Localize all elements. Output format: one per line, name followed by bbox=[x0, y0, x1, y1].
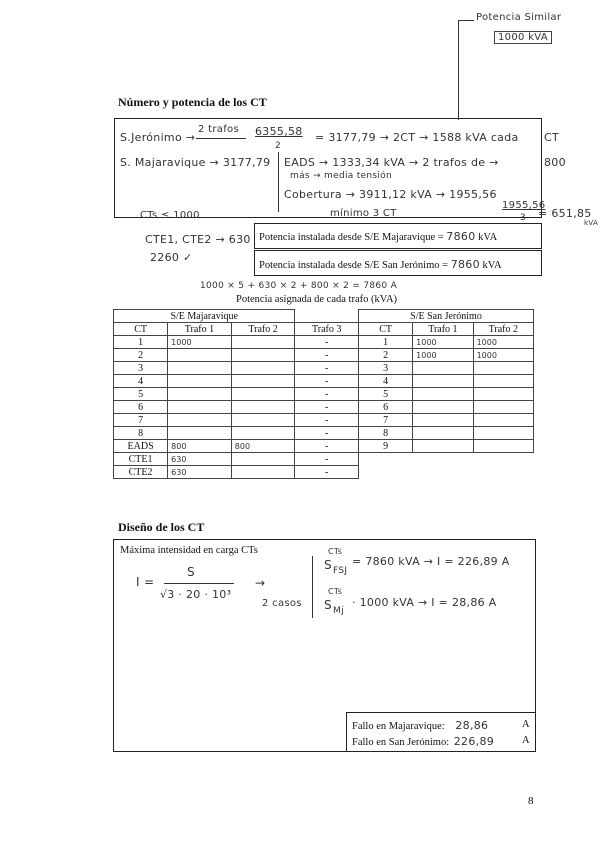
cell-trafo1 bbox=[413, 440, 473, 453]
fallo-sj-unit: A bbox=[522, 735, 530, 746]
formula-num: S bbox=[187, 565, 195, 579]
cell-trafo2 bbox=[231, 362, 295, 375]
cell-trafo2 bbox=[473, 427, 533, 440]
installed-sanjeronimo-label: Potencia instalada desde S/E San Jerónimo = bbox=[259, 260, 449, 271]
formula-casos: 2 casos bbox=[262, 598, 302, 609]
line5-minimo: mínimo 3 CT bbox=[330, 208, 397, 219]
sum-formula: 1000 × 5 + 630 × 2 + 800 × 2 = 7860 A bbox=[200, 281, 398, 291]
installed-majaravique-label: Potencia instalada desde S/E Majaravique = bbox=[259, 232, 444, 243]
table-row bbox=[114, 440, 359, 453]
cell-trafo1 bbox=[168, 362, 232, 375]
fallo-sj-label: Fallo en San Jerónimo: bbox=[352, 737, 450, 748]
line2-majaravique: S. Majaravique → 3177,79 bbox=[120, 156, 271, 169]
line1-den: 2 bbox=[275, 141, 282, 151]
installed-sanjeronimo-value: 7860 bbox=[450, 258, 480, 271]
table-row bbox=[359, 414, 534, 427]
cell-ct: EADS bbox=[114, 440, 168, 453]
cell-trafo2 bbox=[473, 414, 533, 427]
cte-value: 2260 ✓ bbox=[150, 251, 193, 264]
cell-trafo3: - bbox=[295, 375, 359, 388]
cell-trafo1 bbox=[168, 388, 232, 401]
header-majaravique: S/E Majaravique bbox=[114, 310, 295, 323]
table-row bbox=[114, 388, 359, 401]
table-row bbox=[359, 375, 534, 388]
table-row bbox=[359, 440, 534, 453]
case2-S: S bbox=[324, 598, 332, 612]
table-row bbox=[114, 466, 359, 479]
fallo-sj-value: 226,89 bbox=[453, 735, 495, 748]
cell-trafo2 bbox=[473, 375, 533, 388]
cell-trafo2 bbox=[231, 375, 295, 388]
cell-ct: 4 bbox=[114, 375, 168, 388]
col-header: Trafo 2 bbox=[231, 323, 295, 336]
cell-trafo1 bbox=[413, 414, 473, 427]
line5-result: = 651,85 bbox=[538, 207, 592, 220]
note-label: Potencia Similar bbox=[476, 12, 562, 23]
col-header: CT bbox=[359, 323, 413, 336]
table-row bbox=[359, 349, 534, 362]
cell-trafo3: - bbox=[295, 414, 359, 427]
note-arrow-horizontal bbox=[458, 20, 474, 21]
cell-trafo3: - bbox=[295, 466, 359, 479]
line1-trafos: 2 trafos bbox=[198, 124, 239, 135]
cell-trafo1: 800 bbox=[168, 440, 232, 453]
fallo-maj-label: Fallo en Majaravique: bbox=[352, 721, 445, 732]
line2-eads: EADS → 1333,34 kVA → 2 trafos de → bbox=[284, 156, 499, 169]
table-row bbox=[114, 336, 359, 349]
bracket-vertical bbox=[278, 152, 279, 212]
cell-trafo1 bbox=[168, 414, 232, 427]
cell-trafo1 bbox=[413, 388, 473, 401]
section-title-numero-potencia: Número y potencia de los CT bbox=[118, 95, 267, 109]
cell-trafo2 bbox=[231, 466, 295, 479]
line5-unit: kVA bbox=[584, 219, 599, 227]
case1-sub: FSJ bbox=[333, 566, 348, 576]
cell-ct: CTE1 bbox=[114, 453, 168, 466]
cell-ct: 9 bbox=[359, 440, 413, 453]
table-row bbox=[114, 414, 359, 427]
cell-trafo1 bbox=[168, 401, 232, 414]
line1-num: 6355,58 bbox=[255, 125, 303, 138]
section-title-diseno: Diseño de los CT bbox=[118, 520, 205, 534]
case1-rest: = 7860 kVA → I = 226,89 A bbox=[352, 555, 510, 568]
table-row bbox=[114, 453, 359, 466]
note-value: 1000 kVA bbox=[494, 31, 552, 44]
table-row bbox=[359, 388, 534, 401]
case1-S: S bbox=[324, 558, 332, 572]
cell-ct: 5 bbox=[114, 388, 168, 401]
col-header: Trafo 2 bbox=[473, 323, 533, 336]
cell-trafo2 bbox=[231, 427, 295, 440]
page-number: 8 bbox=[528, 795, 534, 807]
cases-bracket bbox=[312, 556, 313, 618]
col-header: Trafo 3 bbox=[295, 323, 359, 336]
line4-cobertura: Cobertura → 3911,12 kVA → 1955,56 bbox=[284, 188, 497, 201]
case2-sub: Mj bbox=[333, 606, 344, 616]
table-majaravique bbox=[113, 309, 359, 479]
cell-trafo1: 1000 bbox=[413, 349, 473, 362]
cell-trafo1 bbox=[413, 375, 473, 388]
line2-800: 800 bbox=[544, 156, 566, 169]
col-header: Trafo 1 bbox=[168, 323, 232, 336]
note-arrow-vertical bbox=[458, 20, 459, 120]
cell-trafo1: 630 bbox=[168, 453, 232, 466]
cell-trafo2 bbox=[231, 388, 295, 401]
cell-trafo1 bbox=[168, 375, 232, 388]
cell-trafo1 bbox=[168, 427, 232, 440]
cell-trafo2 bbox=[231, 336, 295, 349]
cell-trafo3: - bbox=[295, 440, 359, 453]
line1-arrow bbox=[196, 138, 246, 139]
fallo-sanjeronimo bbox=[352, 735, 494, 748]
cell-trafo1: 1000 bbox=[168, 336, 232, 349]
design-box-label: Máxima intensidad en carga CTs bbox=[120, 545, 258, 556]
cell-trafo3: - bbox=[295, 336, 359, 349]
table-caption: Potencia asignada de cada trafo (kVA) bbox=[236, 294, 398, 305]
cell-trafo2 bbox=[473, 388, 533, 401]
line5-cts: CTs ≤ 1000 bbox=[140, 210, 200, 221]
cell-trafo3: - bbox=[295, 349, 359, 362]
table-row bbox=[114, 349, 359, 362]
cell-trafo3: - bbox=[295, 362, 359, 375]
line1-sjeronimo: S.Jerónimo → bbox=[120, 131, 196, 144]
case2-sup: CTs bbox=[328, 587, 343, 596]
table-row bbox=[114, 401, 359, 414]
cell-ct: 2 bbox=[359, 349, 413, 362]
cell-trafo3: - bbox=[295, 427, 359, 440]
table-row bbox=[359, 336, 534, 349]
line5-num: 1955,56 bbox=[502, 200, 546, 211]
cell-trafo1 bbox=[413, 427, 473, 440]
cell-trafo2 bbox=[231, 401, 295, 414]
cell-trafo1 bbox=[413, 401, 473, 414]
cell-trafo3: - bbox=[295, 453, 359, 466]
cell-ct: 8 bbox=[359, 427, 413, 440]
case2-rest: · 1000 kVA → I = 28,86 A bbox=[352, 596, 497, 609]
cell-ct: 6 bbox=[359, 401, 413, 414]
line1-result: = 3177,79 → 2CT → 1588 kVA cada bbox=[315, 131, 519, 144]
table-row bbox=[114, 362, 359, 375]
line1-ct: CT bbox=[544, 131, 559, 144]
cell-trafo1: 1000 bbox=[413, 336, 473, 349]
cell-trafo2 bbox=[231, 349, 295, 362]
cte-line: CTE1, CTE2 → 630 bbox=[145, 233, 251, 246]
cell-ct: 2 bbox=[114, 349, 168, 362]
cell-ct: 5 bbox=[359, 388, 413, 401]
cell-ct: 3 bbox=[114, 362, 168, 375]
cell-trafo2 bbox=[473, 401, 533, 414]
cell-trafo1 bbox=[413, 362, 473, 375]
formula-den: √3 · 20 · 10³ bbox=[160, 588, 232, 601]
cell-trafo2: 800 bbox=[231, 440, 295, 453]
cell-trafo2 bbox=[473, 362, 533, 375]
table-sanjeronimo bbox=[358, 309, 534, 453]
line5-den: 3 bbox=[520, 213, 527, 223]
cell-trafo3: - bbox=[295, 388, 359, 401]
table-row bbox=[114, 375, 359, 388]
line3-media-tension: más → media tensión bbox=[290, 171, 392, 181]
installed-majaravique-value: 7860 bbox=[446, 230, 476, 243]
cell-ct: 7 bbox=[359, 414, 413, 427]
fallo-majaravique bbox=[352, 719, 488, 732]
cell-ct: 6 bbox=[114, 401, 168, 414]
installed-sanjeronimo-unit: kVA bbox=[482, 260, 502, 271]
installed-majaravique bbox=[259, 230, 497, 243]
col-header: CT bbox=[114, 323, 168, 336]
cell-trafo2: 1000 bbox=[473, 336, 533, 349]
cell-trafo2 bbox=[231, 414, 295, 427]
installed-sanjeronimo bbox=[259, 258, 502, 271]
cell-trafo3: - bbox=[295, 401, 359, 414]
cell-trafo1 bbox=[168, 349, 232, 362]
cell-trafo2: 1000 bbox=[473, 349, 533, 362]
formula-arrow: → bbox=[255, 576, 266, 590]
formula-I: I = bbox=[136, 575, 155, 589]
header-sanjeronimo: S/E San Jerónimo bbox=[359, 310, 534, 323]
installed-majaravique-unit: kVA bbox=[478, 232, 498, 243]
fallo-maj-value: 28,86 bbox=[455, 719, 489, 732]
cell-ct: 3 bbox=[359, 362, 413, 375]
cell-trafo2 bbox=[231, 453, 295, 466]
cell-ct: 1 bbox=[359, 336, 413, 349]
table-row bbox=[359, 401, 534, 414]
table-row bbox=[359, 362, 534, 375]
cell-trafo1: 630 bbox=[168, 466, 232, 479]
fallo-maj-unit: A bbox=[522, 719, 530, 730]
cell-ct: CTE2 bbox=[114, 466, 168, 479]
cell-ct: 8 bbox=[114, 427, 168, 440]
cell-ct: 7 bbox=[114, 414, 168, 427]
table-row bbox=[359, 427, 534, 440]
table-row bbox=[114, 427, 359, 440]
cell-ct: 4 bbox=[359, 375, 413, 388]
cell-ct: 1 bbox=[114, 336, 168, 349]
formula-fraction-bar bbox=[164, 583, 234, 584]
col-header: Trafo 1 bbox=[413, 323, 473, 336]
cell-trafo2 bbox=[473, 440, 533, 453]
case1-sup: CTs bbox=[328, 547, 343, 556]
